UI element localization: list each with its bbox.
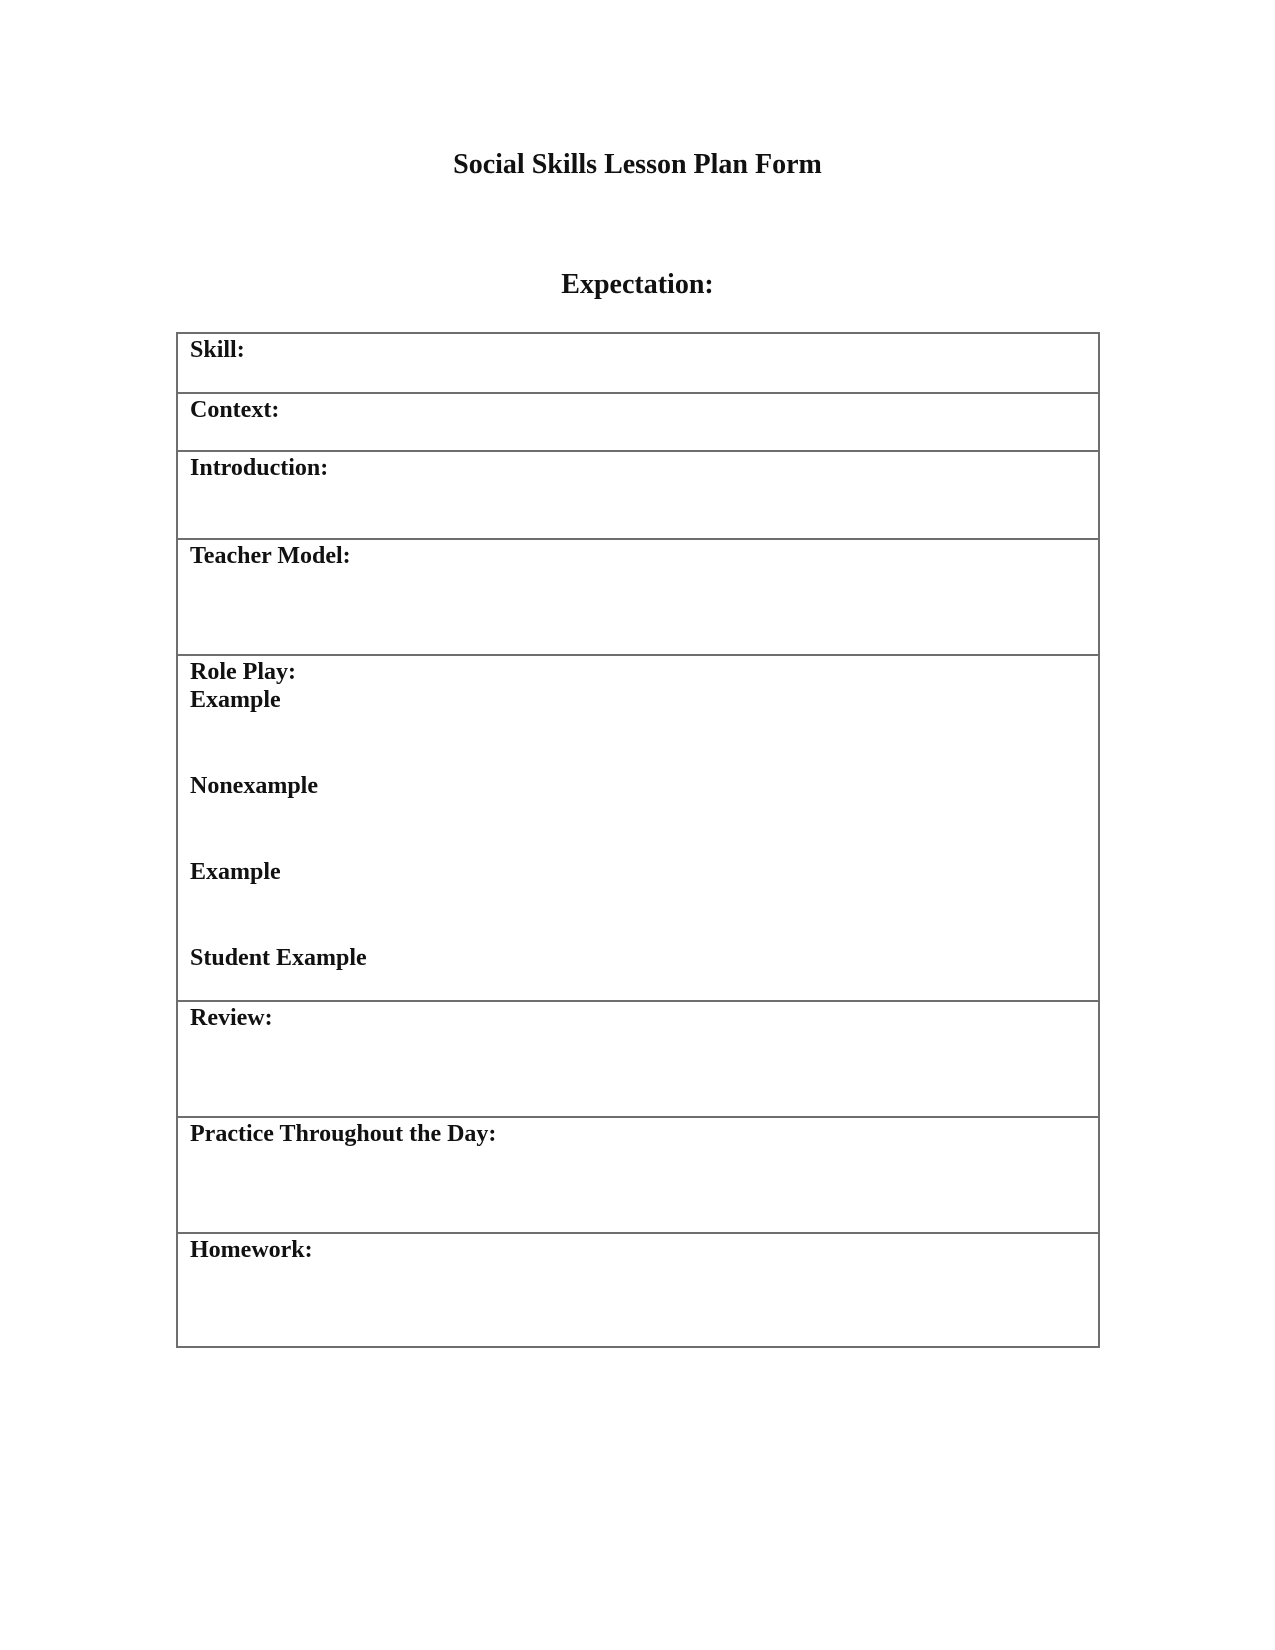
role-play-row[interactable] bbox=[178, 654, 1098, 1000]
introduction-label: Introduction: bbox=[190, 455, 329, 481]
expectation-heading: Expectation: bbox=[561, 269, 714, 300]
role-play-example-label-2: Example bbox=[190, 859, 281, 885]
role-play-example-label: Example bbox=[190, 687, 281, 713]
practice-label: Practice Throughout the Day: bbox=[190, 1121, 497, 1147]
skill-label: Skill: bbox=[190, 337, 245, 363]
lesson-plan-table bbox=[176, 332, 1100, 1348]
homework-row[interactable] bbox=[178, 1232, 1098, 1346]
review-label: Review: bbox=[190, 1005, 273, 1031]
teacher-model-label: Teacher Model: bbox=[190, 543, 351, 569]
role-play-student-example-label: Student Example bbox=[190, 945, 367, 971]
review-row[interactable] bbox=[178, 1000, 1098, 1116]
context-label: Context: bbox=[190, 397, 280, 423]
role-play-nonexample-label: Nonexample bbox=[190, 773, 318, 799]
teacher-model-row[interactable] bbox=[178, 538, 1098, 654]
practice-row[interactable] bbox=[178, 1116, 1098, 1232]
context-row[interactable] bbox=[178, 392, 1098, 450]
introduction-row[interactable] bbox=[178, 450, 1098, 538]
skill-row[interactable] bbox=[178, 334, 1098, 392]
homework-label: Homework: bbox=[190, 1237, 313, 1263]
form-title: Social Skills Lesson Plan Form bbox=[453, 149, 822, 180]
role-play-label: Role Play: bbox=[190, 659, 296, 685]
